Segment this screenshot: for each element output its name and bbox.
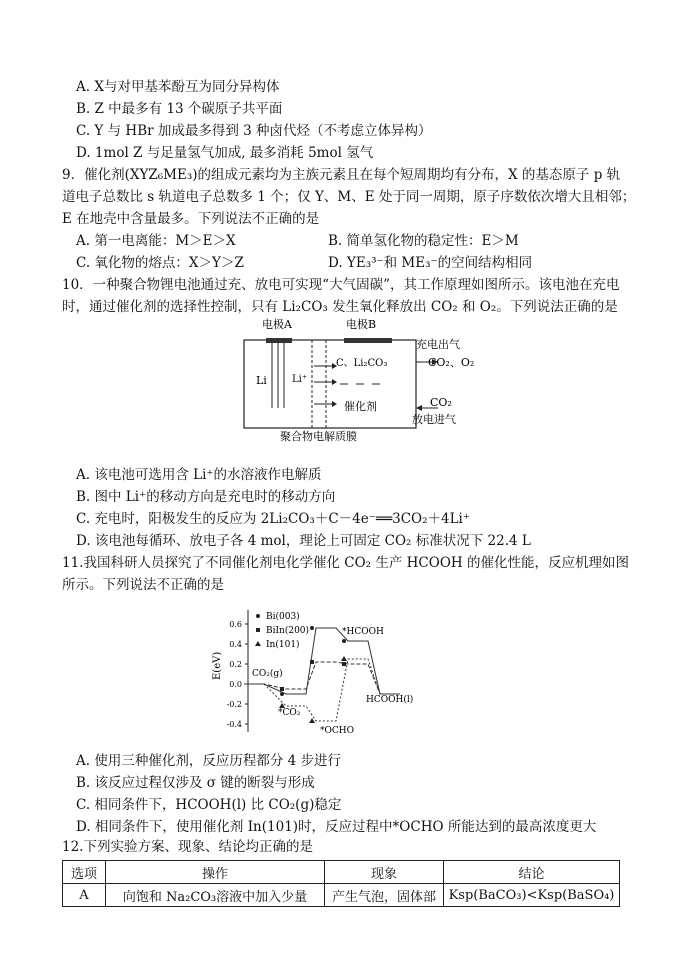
- annot-hcooh-ads: *HCOOH: [342, 627, 384, 637]
- q10-option-a: A. 该电池可选用含 Li⁺的水溶液作电解质: [76, 467, 322, 483]
- experiment-table: [62, 860, 620, 907]
- y-tick-label: -0.2: [226, 700, 242, 709]
- legend-bi003: Bi(003): [266, 612, 300, 622]
- q9-option-b: B. 简单氢化物的稳定性：E＞M: [328, 233, 519, 249]
- data-point-Bi(003): [310, 626, 314, 630]
- data-point-Bi(003): [280, 692, 284, 696]
- charge-out-label: 充电出气: [416, 338, 460, 351]
- data-point-In(101): [341, 656, 347, 661]
- q8-option-b: B. Z 中最多有 13 个碳原子共平面: [76, 101, 283, 117]
- q11-stem-line2: 所示。下列说法不正确的是: [62, 577, 224, 593]
- battery-cell-box: [244, 340, 416, 428]
- table-header: 结论: [444, 861, 620, 884]
- q9-option-d: D. YE₃³⁻和 ME₃⁻的空间结构相同: [328, 255, 533, 271]
- q9-stem-line2: 道电子总数比 s 轨道电子总数多 1 个；仅 Y、M、E 处于同一周期，原子序数依次增大且相邻；: [62, 189, 636, 205]
- q9-option-a: A. 第一电离能：M＞E＞X: [76, 233, 236, 249]
- data-point-In(101): [309, 718, 315, 723]
- y-tick-label: 0.6: [229, 620, 242, 629]
- table-header: 现象: [325, 861, 444, 884]
- annot-hcooh-l: HCOOH(l): [366, 695, 414, 705]
- q10-stem-line1: 10．一种聚合物锂电池通过充、放电可实现“大气固碳”，其工作原理如图所示。该电池在充电: [62, 277, 620, 293]
- co2-in-label: CO₂: [430, 396, 452, 409]
- electrode-b-label: 电极B: [346, 318, 377, 331]
- c-li2co3-label: C、Li₂CO₃: [336, 358, 388, 369]
- table-header: 选项: [63, 861, 106, 884]
- y-tick-label: 0.2: [229, 660, 242, 669]
- legend-in101: In(101): [266, 640, 300, 650]
- electrode-a-label: 电极A: [262, 318, 292, 331]
- li-label: Li: [256, 374, 267, 387]
- q8-option-d: D. 1mol Z 与足量氢气加成, 最多消耗 5mol 氢气: [76, 145, 374, 161]
- table-cell: 产生气泡，固体部: [325, 884, 444, 907]
- q12-stem: 12.下列实验方案、现象、结论均正确的是: [62, 839, 313, 855]
- annot-co2g: CO₂(g): [252, 669, 283, 679]
- co2-o2-label: CO₂、O₂: [428, 356, 475, 369]
- table-cell: Ksp(BaCO₃)<Ksp(BaSO₄): [444, 884, 620, 907]
- chart-legend: [255, 611, 309, 650]
- membrane-label: 聚合物电解质膜: [280, 430, 357, 443]
- discharge-in-label: 放电进气: [412, 413, 456, 426]
- table-row: [63, 884, 620, 907]
- q11-option-d: D. 相同条件下，使用催化剂 In(101)时，反应过程中*OCHO 所能达到的最高浓度更大: [76, 819, 597, 835]
- battery-diagram: [240, 318, 500, 444]
- legend-biin200: BiIn(200): [266, 626, 310, 636]
- q9-option-c: C. 氧化物的熔点：X＞Y＞Z: [76, 255, 244, 271]
- q11-option-c: C. 相同条件下，HCOOH(l) 比 CO₂(g)稳定: [76, 797, 342, 813]
- q11-option-b: B. 该反应过程仅涉及 σ 键的断裂与形成: [76, 775, 315, 791]
- electrode-b-cap: [344, 338, 392, 343]
- q10-option-c: C. 充电时，阳极发生的反应为 2Li₂CO₃＋C－4e⁻══3CO₂＋4Li⁺: [76, 511, 470, 527]
- series-line-Bi(003): [244, 628, 400, 694]
- q8-option-c: C. Y 与 HBr 加成最多得到 3 种卤代烃（不考虑立体异构）: [76, 123, 432, 139]
- data-point-Bi(003): [342, 639, 346, 643]
- q9-stem-line1: 9．催化剂(XYZ₆ME₃)的组成元素均为主族元素且在每个短周期均有分布，X 的基态原子 p 轨: [62, 167, 621, 183]
- y-tick-label: -0.4: [226, 720, 242, 729]
- q10-option-d: D. 该电池每循环、放电子各 4 mol，理论上可固定 CO₂ 标准状况下 22.4 L: [76, 533, 531, 549]
- data-point-BiIn(200): [342, 662, 346, 666]
- y-tick-label: 0.4: [229, 640, 242, 649]
- q11-option-a: A. 使用三种催化剂，反应历程都分 4 步进行: [76, 753, 342, 769]
- q10-option-b: B. 图中 Li⁺的移动方向是充电时的移动方向: [76, 489, 336, 505]
- catalyst-label: 催化剂: [344, 400, 377, 413]
- y-tick-label: 0.0: [229, 680, 242, 689]
- chart-ylabel: E(eV): [212, 651, 223, 680]
- q9-stem-line3: E 在地壳中含量最多。下列说法不正确的是: [62, 211, 320, 227]
- table-cell: A: [63, 884, 106, 907]
- table-header: 操作: [106, 861, 325, 884]
- q8-option-a: A. X与对甲基苯酚互为同分异构体: [76, 79, 280, 95]
- table-cell: 向饱和 Na₂CO₃溶液中加入少量: [106, 884, 325, 907]
- energy-profile-chart: [208, 604, 418, 736]
- data-point-BiIn(200): [310, 660, 314, 664]
- q11-stem-line1: 11.我国科研人员探究了不同催化剂电化学催化 CO₂ 生产 HCOOH 的催化性能，反应机理如图: [62, 555, 629, 571]
- annot-co2ads: *CO₂: [278, 708, 301, 718]
- q10-stem-line2: 时，通过催化剂的选择性控制，只有 Li₂CO₃ 发生氧化释放出 CO₂ 和 O₂。下列说法正确的是: [62, 299, 618, 315]
- table-header-row: [63, 861, 620, 884]
- electrode-a-cap: [266, 338, 292, 343]
- annot-ocho: *OCHO: [320, 726, 354, 736]
- data-point-BiIn(200): [280, 687, 284, 691]
- li-ion-label: Li⁺: [292, 374, 308, 385]
